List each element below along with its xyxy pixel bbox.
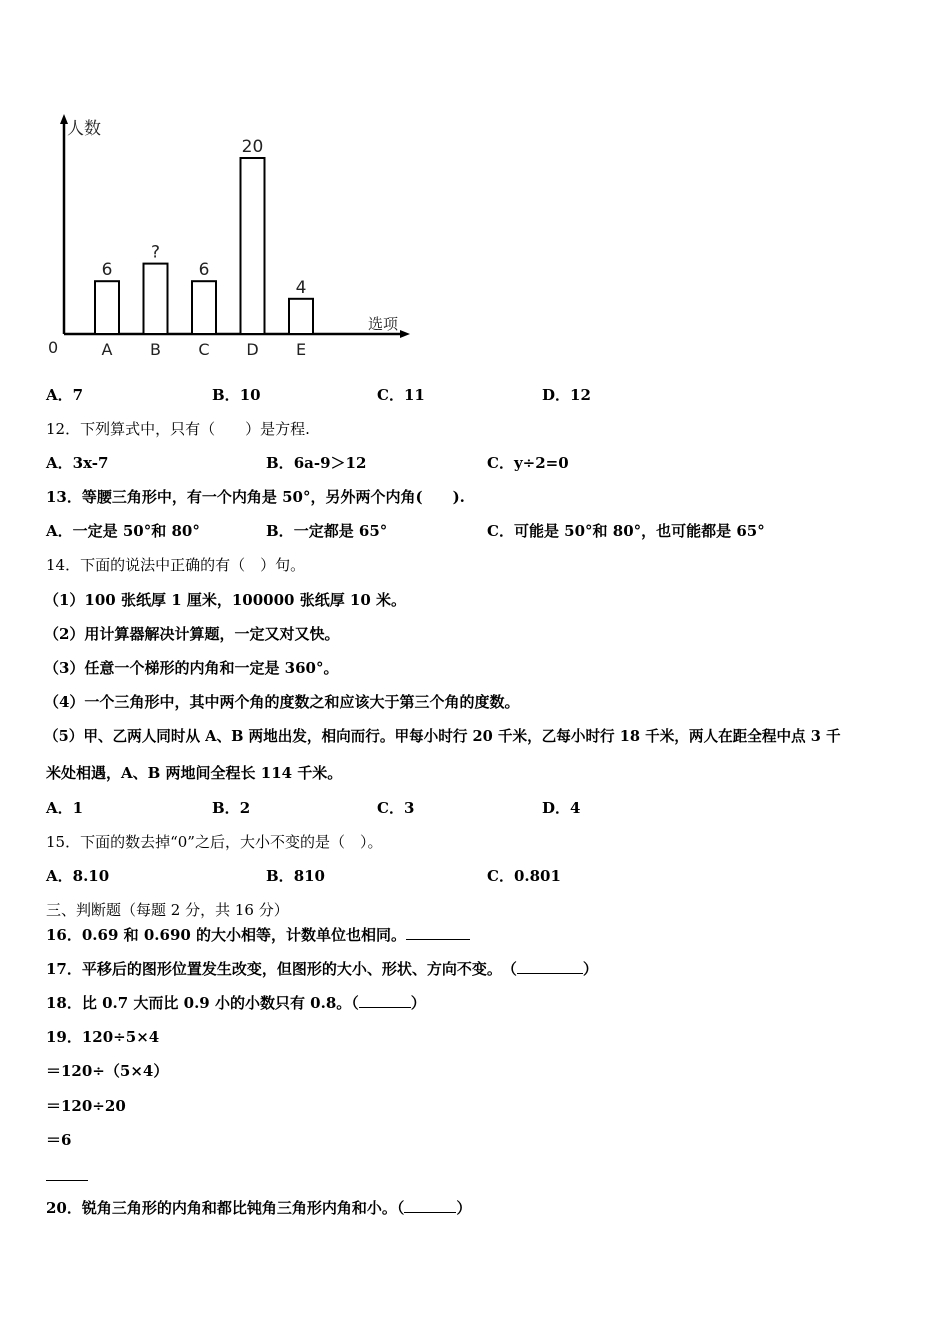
bar-label-a: 6 [101,260,113,281]
bar-chart-svg [40,108,420,368]
q20-answer-blank[interactable] [404,1198,456,1213]
q14-option-a: A．1 [46,799,84,817]
bar-e [289,299,313,334]
q15-option-a: A．8.10 [46,867,110,885]
q15-stem: 15．下面的数去掉“0”之后，大小不变的是（ ）。 [46,833,383,851]
q15-option-b: B．810 [266,867,325,885]
q19-line-1: 19．120÷5×4 [46,1028,160,1046]
q20 [46,1198,471,1218]
q17-answer-blank[interactable] [517,959,583,974]
bar-d [241,158,265,334]
q18-text: 18．比 0.7 大而比 0.9 小的小数只有 0.8。（ [46,994,359,1012]
q17-text: 17．平移后的图形位置发生改变，但图形的大小、形状、方向不变。 （ [46,960,517,978]
x-axis-arrow [400,330,410,338]
bar-c [192,281,216,334]
q19-answer-blank[interactable] [46,1180,88,1181]
q17-close: ） [582,960,598,978]
q18 [46,993,426,1013]
q13-option-a: A．一定是 50°和 80° [46,522,200,540]
q20-text: 20．锐角三角形的内角和都比钝角三角形内角和小。（ [46,1199,405,1217]
q20-close: ） [456,1199,472,1217]
x-tick-c: C [198,340,210,359]
q19-line-4: ＝6 [46,1131,72,1149]
q14-item-4: （4）一个三角形中，其中两个角的度数之和应该大于第三个角的度数。 [44,693,520,711]
q16 [46,925,470,945]
q17 [46,959,598,979]
q11-option-c: C．11 [377,386,425,404]
q14-stem: 14．下面的说法中正确的有（ ）句。 [46,556,306,574]
bar-label-b: ? [150,242,161,263]
q12-option-c: C．y÷2=0 [487,454,569,472]
origin-label: 0 [48,338,59,357]
q14-item-2: （2）用计算器解决计算题，一定又对又快。 [44,625,340,643]
bar-a [95,281,119,334]
q12-option-a: A．3x-7 [46,454,109,472]
q14-item-5: （5）甲、乙两人同时从 A、B 两地出发，相向而行。甲每小时行 20 千米，乙每小时行 18 千米，两人在距全程中点 3 千 [44,728,841,745]
q16-text: 16．0.69 和 0.690 的大小相等，计数单位也相同。 [46,926,407,944]
q11-option-b: B．10 [212,386,261,404]
q18-close: ） [410,994,426,1012]
bar-chart [40,108,420,368]
q19-line-2: ＝120÷（5×4） [46,1062,169,1080]
bar-label-e: 4 [295,277,307,298]
q14-option-d: D．4 [542,799,581,817]
x-tick-e: E [295,340,307,359]
bar-label-d: 20 [241,137,264,157]
q11-option-a: A．7 [46,386,84,404]
q14-item-1: （1）100 张纸厚 1 厘米，100000 张纸厚 10 米。 [44,591,407,609]
q12-option-b: B．6a-9＞12 [266,454,367,472]
x-tick-b: B [150,340,161,359]
q19-line-3: ＝120÷20 [46,1097,126,1115]
q13-stem: 13．等腰三角形中，有一个内角是 50°，另外两个内角( ). [46,488,465,506]
q13-option-b: B．一定都是 65° [266,522,388,540]
q11-option-d: D．12 [542,386,591,404]
bar-label-c: 6 [198,260,210,281]
q14-option-b: B．2 [212,799,251,817]
y-axis-label: 人数 [67,119,101,139]
q14-item-5-cont: 米处相遇，A、B 两地间全程长 114 千米。 [46,764,343,782]
q18-answer-blank[interactable] [359,993,411,1008]
q14-item-3: （3）任意一个梯形的内角和一定是 360°。 [44,659,339,677]
q16-answer-blank[interactable] [406,925,470,940]
q13-option-c: C．可能是 50°和 80°，也可能都是 65° [487,522,765,540]
q12-stem: 12．下列算式中，只有（ ）是方程. [46,420,310,438]
x-axis-label: 选项 [368,315,399,333]
q15-option-c: C．0.801 [487,867,561,885]
q14-option-c: C．3 [377,799,415,817]
x-tick-a: A [101,340,113,359]
bar-b [144,264,168,334]
x-tick-d: D [246,340,259,359]
section-3-heading: 三、判断题（每题 2 分，共 16 分） [46,901,289,919]
